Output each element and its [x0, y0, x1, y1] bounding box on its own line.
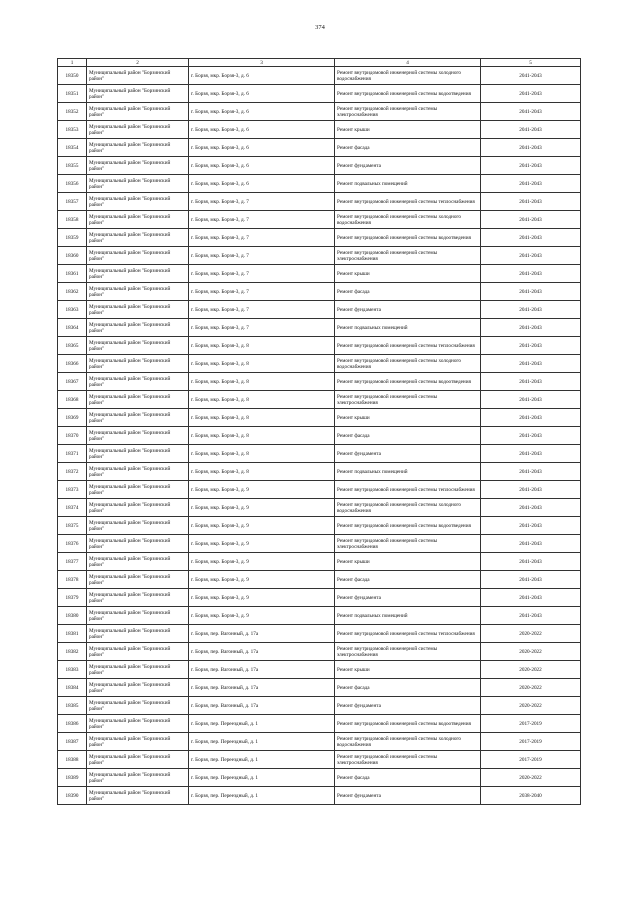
district-cell: Муниципальный район "Борзинский район" — [87, 625, 189, 643]
district-cell: Муниципальный район "Борзинский район" — [87, 589, 189, 607]
work-type-cell: Ремонт внутридомовой инженерной системы водоотведения — [335, 85, 481, 103]
work-type-cell: Ремонт крыши — [335, 553, 481, 571]
period-cell: 2041-2043 — [481, 427, 581, 445]
work-type-cell: Ремонт внутридомовой инженерной системы теплоснабжения — [335, 481, 481, 499]
district-cell: Муниципальный район "Борзинский район" — [87, 643, 189, 661]
work-type-cell: Ремонт фундамента — [335, 697, 481, 715]
table-row — [58, 607, 581, 625]
period-cell: 2041-2043 — [481, 283, 581, 301]
work-type-cell: Ремонт внутридомовой инженерной системы электроснабжения — [335, 751, 481, 769]
work-type-cell: Ремонт внутридомовой инженерной системы электроснабжения — [335, 535, 481, 553]
row-number-cell: 18362 — [58, 283, 87, 301]
table-row — [58, 589, 581, 607]
row-number-cell: 18366 — [58, 355, 87, 373]
table-row — [58, 391, 581, 409]
address-cell: г. Борзя, мкр. Борзя-3, д. 7 — [189, 265, 335, 283]
work-type-cell: Ремонт внутридомовой инженерной системы теплоснабжения — [335, 337, 481, 355]
district-cell: Муниципальный район "Борзинский район" — [87, 175, 189, 193]
period-cell: 2041-2043 — [481, 517, 581, 535]
column-header-5: 5 — [481, 59, 581, 67]
table-row — [58, 283, 581, 301]
row-number-cell: 18387 — [58, 733, 87, 751]
work-type-cell: Ремонт фундамента — [335, 157, 481, 175]
work-type-cell: Ремонт внутридомовой инженерной системы холодного водоснабжения — [335, 499, 481, 517]
table-row — [58, 481, 581, 499]
period-cell: 2041-2043 — [481, 211, 581, 229]
work-type-cell: Ремонт крыши — [335, 661, 481, 679]
period-cell: 2041-2043 — [481, 481, 581, 499]
table-row — [58, 409, 581, 427]
period-cell: 2041-2043 — [481, 229, 581, 247]
district-cell: Муниципальный район "Борзинский район" — [87, 139, 189, 157]
table-row — [58, 211, 581, 229]
work-type-cell: Ремонт внутридомовой инженерной системы теплоснабжения — [335, 625, 481, 643]
district-cell: Муниципальный район "Борзинский район" — [87, 517, 189, 535]
district-cell: Муниципальный район "Борзинский район" — [87, 463, 189, 481]
work-type-cell: Ремонт внутридомовой инженерной системы теплоснабжения — [335, 193, 481, 211]
row-number-cell: 18359 — [58, 229, 87, 247]
period-cell: 2041-2043 — [481, 409, 581, 427]
district-cell: Муниципальный район "Борзинский район" — [87, 427, 189, 445]
work-type-cell: Ремонт фасада — [335, 679, 481, 697]
period-cell: 2041-2043 — [481, 121, 581, 139]
district-cell: Муниципальный район "Борзинский район" — [87, 67, 189, 85]
table-row — [58, 373, 581, 391]
address-cell: г. Борзя, мкр. Борзя-3, д. 6 — [189, 103, 335, 121]
table-row — [58, 715, 581, 733]
table-row — [58, 103, 581, 121]
row-number-cell: 18389 — [58, 769, 87, 787]
row-number-cell: 18371 — [58, 445, 87, 463]
row-number-cell: 18373 — [58, 481, 87, 499]
address-cell: г. Борзя, мкр. Борзя-3, д. 7 — [189, 247, 335, 265]
address-cell: г. Борзя, мкр. Борзя-3, д. 9 — [189, 517, 335, 535]
column-header-3: 3 — [189, 59, 335, 67]
period-cell: 2041-2043 — [481, 301, 581, 319]
period-cell: 2041-2043 — [481, 463, 581, 481]
district-cell: Муниципальный район "Борзинский район" — [87, 373, 189, 391]
work-type-cell: Ремонт подвальных помещений — [335, 607, 481, 625]
row-number-cell: 18375 — [58, 517, 87, 535]
column-number-row — [58, 59, 581, 67]
period-cell: 2041-2043 — [481, 319, 581, 337]
address-cell: г. Борзя, мкр. Борзя-3, д. 6 — [189, 121, 335, 139]
work-type-cell: Ремонт внутридомовой инженерной системы холодного водоснабжения — [335, 733, 481, 751]
work-type-cell: Ремонт внутридомовой инженерной системы холодного водоснабжения — [335, 67, 481, 85]
district-cell: Муниципальный район "Борзинский район" — [87, 715, 189, 733]
period-cell: 2020-2022 — [481, 643, 581, 661]
district-cell: Муниципальный район "Борзинский район" — [87, 787, 189, 805]
period-cell: 2041-2043 — [481, 373, 581, 391]
table-row — [58, 193, 581, 211]
column-header-1: 1 — [58, 59, 87, 67]
work-type-cell: Ремонт фасада — [335, 769, 481, 787]
address-cell: г. Борзя, мкр. Борзя-3, д. 8 — [189, 445, 335, 463]
table-row — [58, 85, 581, 103]
row-number-cell: 18388 — [58, 751, 87, 769]
district-cell: Муниципальный район "Борзинский район" — [87, 499, 189, 517]
period-cell: 2017-2019 — [481, 751, 581, 769]
work-type-cell: Ремонт внутридомовой инженерной системы электроснабжения — [335, 391, 481, 409]
period-cell: 2020-2022 — [481, 769, 581, 787]
address-cell: г. Борзя, мкр. Борзя-3, д. 6 — [189, 157, 335, 175]
address-cell: г. Борзя, пер. Вагонный, д. 17а — [189, 697, 335, 715]
table-row — [58, 517, 581, 535]
table-row — [58, 751, 581, 769]
period-cell: 2020-2022 — [481, 697, 581, 715]
row-number-cell: 18354 — [58, 139, 87, 157]
address-cell: г. Борзя, мкр. Борзя-3, д. 8 — [189, 355, 335, 373]
address-cell: г. Борзя, мкр. Борзя-3, д. 7 — [189, 283, 335, 301]
work-type-cell: Ремонт фасада — [335, 139, 481, 157]
address-cell: г. Борзя, мкр. Борзя-3, д. 9 — [189, 499, 335, 517]
table-row — [58, 427, 581, 445]
table-row — [58, 679, 581, 697]
address-cell: г. Борзя, мкр. Борзя-3, д. 9 — [189, 607, 335, 625]
address-cell: г. Борзя, пер. Вагонный, д. 17а — [189, 625, 335, 643]
table-row — [58, 553, 581, 571]
row-number-cell: 18357 — [58, 193, 87, 211]
district-cell: Муниципальный район "Борзинский район" — [87, 661, 189, 679]
address-cell: г. Борзя, мкр. Борзя-3, д. 7 — [189, 301, 335, 319]
period-cell: 2041-2043 — [481, 535, 581, 553]
row-number-cell: 18352 — [58, 103, 87, 121]
district-cell: Муниципальный район "Борзинский район" — [87, 445, 189, 463]
table-row — [58, 769, 581, 787]
district-cell: Муниципальный район "Борзинский район" — [87, 391, 189, 409]
address-cell: г. Борзя, мкр. Борзя-3, д. 9 — [189, 589, 335, 607]
address-cell: г. Борзя, пер. Вагонный, д. 17а — [189, 679, 335, 697]
address-cell: г. Борзя, мкр. Борзя-3, д. 8 — [189, 391, 335, 409]
address-cell: г. Борзя, мкр. Борзя-3, д. 7 — [189, 211, 335, 229]
table-row — [58, 643, 581, 661]
row-number-cell: 18386 — [58, 715, 87, 733]
address-cell: г. Борзя, мкр. Борзя-3, д. 6 — [189, 85, 335, 103]
table-row — [58, 139, 581, 157]
row-number-cell: 18390 — [58, 787, 87, 805]
table-row — [58, 625, 581, 643]
work-type-cell: Ремонт подвальных помещений — [335, 175, 481, 193]
row-number-cell: 18356 — [58, 175, 87, 193]
period-cell: 2041-2043 — [481, 67, 581, 85]
district-cell: Муниципальный район "Борзинский район" — [87, 409, 189, 427]
address-cell: г. Борзя, пер. Переездный, д. 1 — [189, 751, 335, 769]
district-cell: Муниципальный район "Борзинский район" — [87, 733, 189, 751]
work-type-cell: Ремонт фундамента — [335, 445, 481, 463]
table-row — [58, 247, 581, 265]
district-cell: Муниципальный район "Борзинский район" — [87, 229, 189, 247]
column-header-4: 4 — [335, 59, 481, 67]
period-cell: 2041-2043 — [481, 337, 581, 355]
row-number-cell: 18377 — [58, 553, 87, 571]
row-number-cell: 18376 — [58, 535, 87, 553]
period-cell: 2041-2043 — [481, 607, 581, 625]
period-cell: 2041-2043 — [481, 499, 581, 517]
period-cell: 2041-2043 — [481, 391, 581, 409]
row-number-cell: 18353 — [58, 121, 87, 139]
period-cell: 2017-2019 — [481, 733, 581, 751]
work-type-cell: Ремонт внутридомовой инженерной системы холодного водоснабжения — [335, 211, 481, 229]
address-cell: г. Борзя, пер. Вагонный, д. 17а — [189, 643, 335, 661]
repair-schedule-table — [57, 58, 581, 805]
work-type-cell: Ремонт фундамента — [335, 589, 481, 607]
period-cell: 2041-2043 — [481, 103, 581, 121]
work-type-cell: Ремонт фундамента — [335, 787, 481, 805]
district-cell: Муниципальный район "Борзинский район" — [87, 481, 189, 499]
row-number-cell: 18384 — [58, 679, 87, 697]
district-cell: Муниципальный район "Борзинский район" — [87, 247, 189, 265]
period-cell: 2041-2043 — [481, 355, 581, 373]
address-cell: г. Борзя, мкр. Борзя-3, д. 7 — [189, 193, 335, 211]
table-row — [58, 121, 581, 139]
address-cell: г. Борзя, мкр. Борзя-3, д. 7 — [189, 319, 335, 337]
district-cell: Муниципальный район "Борзинский район" — [87, 211, 189, 229]
district-cell: Муниципальный район "Борзинский район" — [87, 553, 189, 571]
address-cell: г. Борзя, мкр. Борзя-3, д. 9 — [189, 481, 335, 499]
period-cell: 2020-2022 — [481, 625, 581, 643]
row-number-cell: 18351 — [58, 85, 87, 103]
district-cell: Муниципальный район "Борзинский район" — [87, 571, 189, 589]
district-cell: Муниципальный район "Борзинский район" — [87, 319, 189, 337]
district-cell: Муниципальный район "Борзинский район" — [87, 535, 189, 553]
row-number-cell: 18364 — [58, 319, 87, 337]
row-number-cell: 18365 — [58, 337, 87, 355]
table-row — [58, 571, 581, 589]
period-cell: 2041-2043 — [481, 157, 581, 175]
work-type-cell: Ремонт внутридомовой инженерной системы электроснабжения — [335, 643, 481, 661]
column-header-2: 2 — [87, 59, 189, 67]
period-cell: 2020-2022 — [481, 661, 581, 679]
district-cell: Муниципальный район "Борзинский район" — [87, 337, 189, 355]
period-cell: 2020-2022 — [481, 679, 581, 697]
district-cell: Муниципальный район "Борзинский район" — [87, 265, 189, 283]
row-number-cell: 18361 — [58, 265, 87, 283]
table-row — [58, 499, 581, 517]
period-cell: 2041-2043 — [481, 553, 581, 571]
period-cell: 2017-2019 — [481, 715, 581, 733]
district-cell: Муниципальный район "Борзинский район" — [87, 679, 189, 697]
address-cell: г. Борзя, мкр. Борзя-3, д. 6 — [189, 139, 335, 157]
address-cell: г. Борзя, пер. Вагонный, д. 17а — [189, 661, 335, 679]
table-row — [58, 535, 581, 553]
work-type-cell: Ремонт подвальных помещений — [335, 463, 481, 481]
address-cell: г. Борзя, мкр. Борзя-3, д. 9 — [189, 535, 335, 553]
work-type-cell: Ремонт внутридомовой инженерной системы водоотведения — [335, 715, 481, 733]
table-row — [58, 175, 581, 193]
row-number-cell: 18355 — [58, 157, 87, 175]
row-number-cell: 18369 — [58, 409, 87, 427]
row-number-cell: 18381 — [58, 625, 87, 643]
period-cell: 2041-2043 — [481, 85, 581, 103]
row-number-cell: 18385 — [58, 697, 87, 715]
address-cell: г. Борзя, пер. Переездный, д. 1 — [189, 787, 335, 805]
table-row — [58, 157, 581, 175]
address-cell: г. Борзя, мкр. Борзя-3, д. 8 — [189, 373, 335, 391]
district-cell: Муниципальный район "Борзинский район" — [87, 301, 189, 319]
address-cell: г. Борзя, мкр. Борзя-3, д. 8 — [189, 463, 335, 481]
work-type-cell: Ремонт подвальных помещений — [335, 319, 481, 337]
district-cell: Муниципальный район "Борзинский район" — [87, 121, 189, 139]
table-row — [58, 229, 581, 247]
work-type-cell: Ремонт внутридомовой инженерной системы холодного водоснабжения — [335, 355, 481, 373]
table-row — [58, 301, 581, 319]
district-cell: Муниципальный район "Борзинский район" — [87, 283, 189, 301]
row-number-cell: 18350 — [58, 67, 87, 85]
period-cell: 2041-2043 — [481, 589, 581, 607]
work-type-cell: Ремонт внутридомовой инженерной системы водоотведения — [335, 517, 481, 535]
period-cell: 2038-2040 — [481, 787, 581, 805]
table-row — [58, 67, 581, 85]
work-type-cell: Ремонт фундамента — [335, 301, 481, 319]
district-cell: Муниципальный район "Борзинский район" — [87, 355, 189, 373]
page-number: 374 — [315, 24, 325, 31]
district-cell: Муниципальный район "Борзинский район" — [87, 751, 189, 769]
row-number-cell: 18363 — [58, 301, 87, 319]
table-row — [58, 661, 581, 679]
work-type-cell: Ремонт фасада — [335, 571, 481, 589]
period-cell: 2041-2043 — [481, 265, 581, 283]
row-number-cell: 18358 — [58, 211, 87, 229]
work-type-cell: Ремонт крыши — [335, 409, 481, 427]
address-cell: г. Борзя, пер. Переездный, д. 1 — [189, 769, 335, 787]
work-type-cell: Ремонт внутридомовой инженерной системы водоотведения — [335, 373, 481, 391]
address-cell: г. Борзя, мкр. Борзя-3, д. 9 — [189, 571, 335, 589]
period-cell: 2041-2043 — [481, 175, 581, 193]
address-cell: г. Борзя, мкр. Борзя-3, д. 8 — [189, 427, 335, 445]
period-cell: 2041-2043 — [481, 139, 581, 157]
period-cell: 2041-2043 — [481, 571, 581, 589]
address-cell: г. Борзя, мкр. Борзя-3, д. 7 — [189, 229, 335, 247]
district-cell: Муниципальный район "Борзинский район" — [87, 157, 189, 175]
address-cell: г. Борзя, мкр. Борзя-3, д. 8 — [189, 337, 335, 355]
address-cell: г. Борзя, мкр. Борзя-3, д. 6 — [189, 67, 335, 85]
work-type-cell: Ремонт фасада — [335, 283, 481, 301]
table-row — [58, 337, 581, 355]
row-number-cell: 18383 — [58, 661, 87, 679]
address-cell: г. Борзя, пер. Переездный, д. 1 — [189, 715, 335, 733]
address-cell: г. Борзя, мкр. Борзя-3, д. 6 — [189, 175, 335, 193]
address-cell: г. Борзя, мкр. Борзя-3, д. 9 — [189, 553, 335, 571]
work-type-cell: Ремонт крыши — [335, 265, 481, 283]
district-cell: Муниципальный район "Борзинский район" — [87, 103, 189, 121]
address-cell: г. Борзя, пер. Переездный, д. 1 — [189, 733, 335, 751]
table-row — [58, 787, 581, 805]
table-row — [58, 445, 581, 463]
row-number-cell: 18360 — [58, 247, 87, 265]
row-number-cell: 18368 — [58, 391, 87, 409]
table-header — [58, 59, 581, 67]
district-cell: Муниципальный район "Борзинский район" — [87, 85, 189, 103]
period-cell: 2041-2043 — [481, 445, 581, 463]
table-row — [58, 463, 581, 481]
row-number-cell: 18374 — [58, 499, 87, 517]
period-cell: 2041-2043 — [481, 193, 581, 211]
row-number-cell: 18370 — [58, 427, 87, 445]
table-row — [58, 265, 581, 283]
row-number-cell: 18380 — [58, 607, 87, 625]
row-number-cell: 18372 — [58, 463, 87, 481]
period-cell: 2041-2043 — [481, 247, 581, 265]
work-type-cell: Ремонт внутридомовой инженерной системы электроснабжения — [335, 103, 481, 121]
district-cell: Муниципальный район "Борзинский район" — [87, 607, 189, 625]
work-type-cell: Ремонт внутридомовой инженерной системы водоотведения — [335, 229, 481, 247]
row-number-cell: 18382 — [58, 643, 87, 661]
district-cell: Муниципальный район "Борзинский район" — [87, 697, 189, 715]
work-type-cell: Ремонт фасада — [335, 427, 481, 445]
table-row — [58, 697, 581, 715]
table-body — [58, 67, 581, 805]
table-row — [58, 319, 581, 337]
row-number-cell: 18379 — [58, 589, 87, 607]
work-type-cell: Ремонт крыши — [335, 121, 481, 139]
table-row — [58, 355, 581, 373]
row-number-cell: 18378 — [58, 571, 87, 589]
work-type-cell: Ремонт внутридомовой инженерной системы электроснабжения — [335, 247, 481, 265]
table-row — [58, 733, 581, 751]
district-cell: Муниципальный район "Борзинский район" — [87, 193, 189, 211]
address-cell: г. Борзя, мкр. Борзя-3, д. 8 — [189, 409, 335, 427]
district-cell: Муниципальный район "Борзинский район" — [87, 769, 189, 787]
row-number-cell: 18367 — [58, 373, 87, 391]
